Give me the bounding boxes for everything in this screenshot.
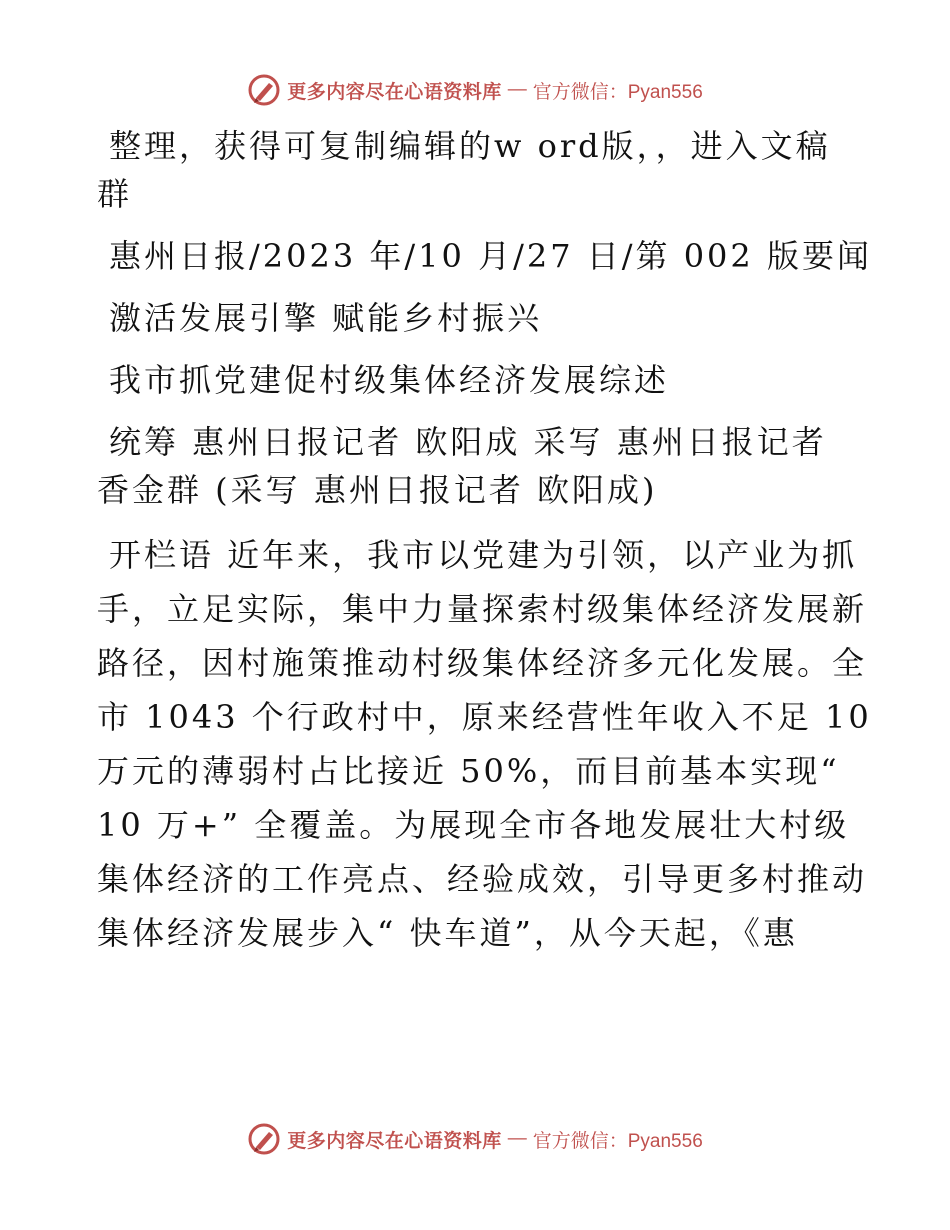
watermark-header xyxy=(0,70,950,110)
text-line: 路径，因村施策推动村级集体经济多元化发展。全 xyxy=(97,644,868,682)
document-body xyxy=(97,122,872,974)
watermark-footer xyxy=(0,1119,950,1159)
text-line: 集体经济的工作亮点、经验成效，引导更多村推动 xyxy=(97,860,868,898)
text-line: 香金群 (采写 惠州日报记者 欧阳成) xyxy=(97,471,658,509)
text-line: 10 万+” 全覆盖。为展现全市各地发展壮大村级 xyxy=(97,806,850,844)
article-subtitle xyxy=(97,356,857,404)
watermark-wechat: 官方微信：Pyan556 xyxy=(532,1130,703,1152)
text-line: 万元的薄弱村占比接近 50%，而目前基本实现“ xyxy=(97,752,840,790)
text-line: 市 1043 个行政村中，原来经营性年收入不足 10 xyxy=(97,698,872,736)
pen-logo-icon xyxy=(247,73,281,107)
intro-note xyxy=(97,122,857,218)
watermark-text: 更多内容尽在心语资料库 xyxy=(287,80,502,103)
text-line: 激活发展引擎 赋能乡村振兴 xyxy=(109,299,543,337)
text-line: 整理，获得可复制编辑的w ord版，，进入文稿 xyxy=(109,127,831,165)
article-title xyxy=(97,294,857,342)
text-line: 统筹 惠州日报记者 欧阳成 采写 惠州日报记者 xyxy=(109,423,827,461)
text-line: 开栏语 近年来，我市以党建为引领，以产业为抓 xyxy=(109,536,858,574)
text-line: 手，立足实际，集中力量探索村级集体经济发展新 xyxy=(97,590,868,628)
watermark-separator: — xyxy=(507,79,527,100)
text-line: 我市抓党建促村级集体经济发展综述 xyxy=(109,361,670,399)
byline xyxy=(97,418,857,514)
watermark-separator: — xyxy=(507,1128,527,1149)
watermark-text: 更多内容尽在心语资料库 xyxy=(287,1129,502,1152)
text-line: 集体经济发展步入“ 快车道”，从今天起，《惠 xyxy=(97,914,798,952)
source-line xyxy=(97,232,872,280)
column-intro-paragraph xyxy=(97,528,872,960)
pen-logo-icon xyxy=(247,1122,281,1156)
text-line: 群 xyxy=(97,175,133,213)
text-line: 惠州日报/2023 年/10 月/27 日/第 002 版要闻 xyxy=(109,237,872,275)
watermark-wechat: 官方微信：Pyan556 xyxy=(532,81,703,103)
